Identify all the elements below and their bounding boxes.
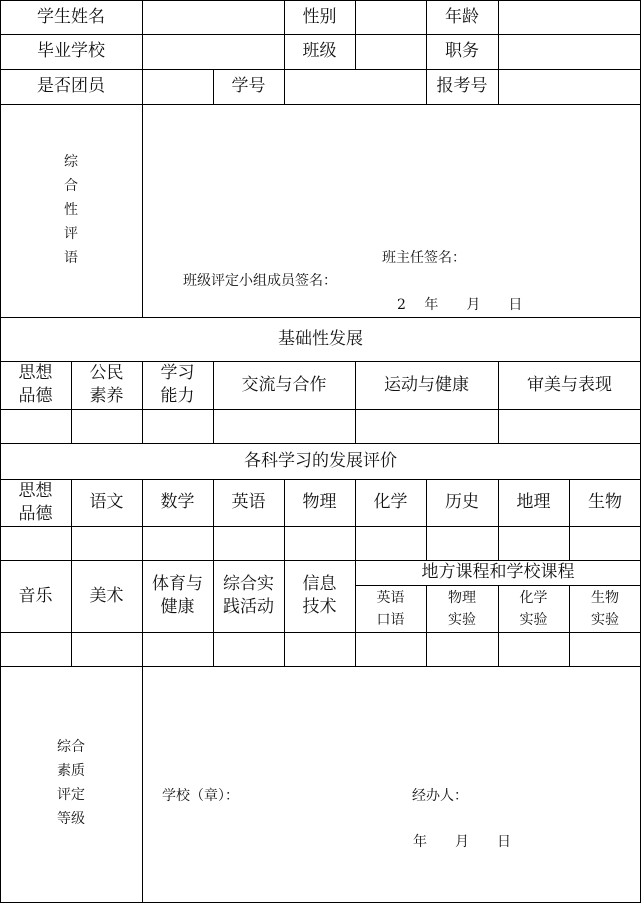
subject-chinese: 语文: [89, 492, 124, 512]
basic-col-moral: 思想 品德: [18, 363, 53, 406]
group-signature-label: 班级评定小组成员签名：: [183, 273, 337, 289]
rule: [142, 0, 143, 104]
rule: [142, 104, 143, 317]
teacher-signature-label: 班主任签名：: [382, 250, 466, 266]
subject-art: 美术: [89, 585, 124, 606]
basic-col-learning: 学习 能力: [160, 363, 195, 406]
subject-history: 历史: [445, 492, 479, 512]
school-label: 毕业学校: [37, 41, 105, 61]
name-label: 学生姓名: [37, 6, 105, 27]
school-seal-label: 学校（章）：: [162, 788, 239, 804]
basic-col-communication: 交流与合作: [241, 374, 327, 395]
rule: [0, 104, 641, 105]
subject-music: 音乐: [18, 585, 53, 606]
exam-number-label: 报考号: [436, 76, 488, 96]
position-label: 职务: [445, 41, 479, 61]
local-courses-title: 地方课程和学校课程: [421, 562, 575, 582]
rule: [498, 0, 499, 104]
subject-it: 信息 技术: [302, 574, 337, 617]
gender-label: 性别: [302, 6, 337, 27]
final-date: 年 月 日: [413, 834, 511, 850]
final-grade-label: 综合 素质 评定 等级: [57, 739, 85, 827]
local-chemistry-lab: 化学 实验: [519, 589, 548, 628]
local-english-oral: 英语 口语: [376, 589, 405, 628]
rule: [0, 632, 641, 633]
subject-english: 英语: [231, 492, 266, 512]
rule: [355, 0, 356, 69]
local-biology-lab: 生物 实验: [591, 589, 619, 628]
subject-geography: 地理: [516, 492, 551, 512]
rule: [0, 666, 641, 667]
basic-development-title: 基础性发展: [278, 328, 363, 349]
subject-biology: 生物: [588, 492, 622, 512]
basic-col-aesthetics: 审美与表现: [527, 374, 612, 395]
subject-practice: 综合实 践活动: [223, 574, 274, 617]
overall-eval-label: 综 合 性 评 语: [64, 154, 78, 266]
subject-pe-health: 体育与 健康: [152, 574, 203, 617]
handler-label: 经办人：: [412, 788, 468, 804]
subject-physics: 物理: [302, 492, 337, 512]
subject-math: 数学: [160, 492, 195, 512]
basic-col-sports: 运动与健康: [384, 374, 469, 395]
rule: [0, 902, 641, 903]
basic-col-civic: 公民 素养: [89, 363, 124, 406]
eval-date: 2 年 月 日: [397, 297, 523, 313]
rule: [0, 526, 641, 527]
class-label: 班级: [302, 41, 337, 61]
rule: [0, 409, 641, 410]
age-label: 年龄: [445, 6, 479, 27]
subject-chemistry: 化学: [373, 492, 408, 512]
rule: [142, 666, 143, 902]
subject-moral: 思想 品德: [18, 480, 53, 524]
subject-eval-title: 各科学习的发展评价: [244, 450, 397, 471]
local-physics-lab: 物理 实验: [448, 589, 476, 628]
student-id-label: 学号: [231, 76, 266, 96]
league-member-label: 是否团员: [37, 76, 105, 96]
